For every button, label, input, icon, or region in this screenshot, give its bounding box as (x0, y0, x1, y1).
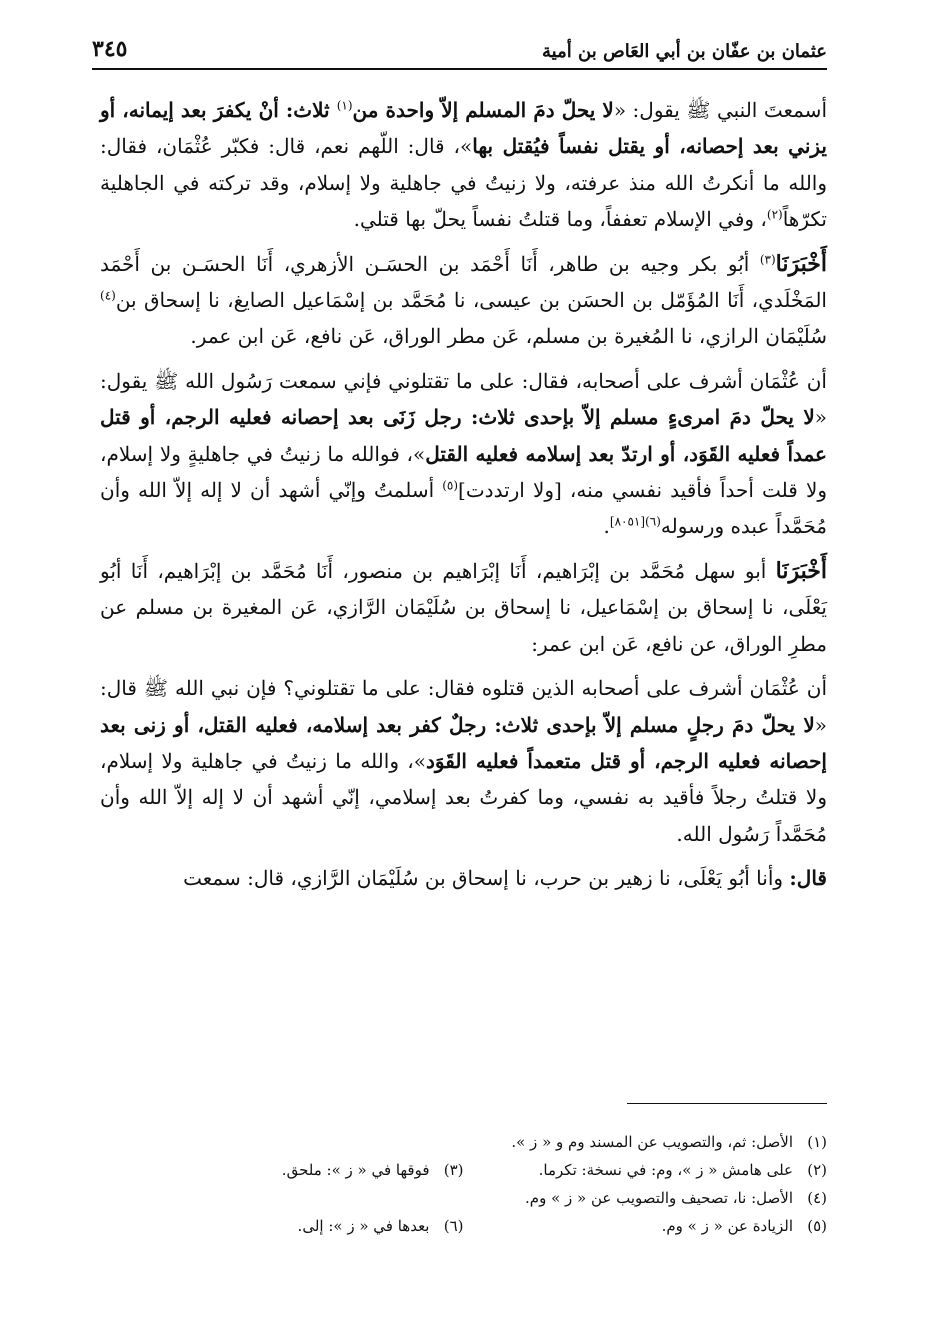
text: »، قال: اللّهم نعم، قال: فكبّر عُثْمَان، فقال: والله ما أنكرتُ الله منذ عرفته، ولا زنيتُ في جاهلية ولا إسلام، وقد تركته في الجاهلية تكرّهاً (100, 134, 827, 232)
footnote (100, 1156, 464, 1184)
main-text (100, 92, 827, 905)
chain-lead: أَخْبَرَنَا (775, 557, 827, 584)
chain-lead: قال: (789, 866, 827, 891)
footnote-number: (١) (807, 1133, 827, 1151)
footnote (100, 1212, 464, 1240)
footnote-number: (٦) (443, 1217, 464, 1235)
footnote-row (100, 1212, 827, 1240)
footnote-number: (٤) (807, 1189, 827, 1207)
text: أبُو بكر وجيه بن طاهر، أَنَا أَحْمَد بن الحسَـن الأزهري، أَنَا الحسَـن بن أَحْمَد المَخْلَدي، أَنَا المُؤَمّل بن الحسَن بن عيسى، نا مُحَمَّد بن إسْمَاعيل الصايغ، نا إسحاق بن (100, 251, 827, 313)
text: سُلَيْمَان الرازي، نا المُغيرة بن مسلم، عَن مطر الوراق، عَن نافع، عَن ابن عمر. (190, 324, 827, 349)
footnote (464, 1184, 828, 1212)
page-number: ٣٤٥ (92, 36, 128, 62)
footnote-ref: (٣) (759, 251, 776, 266)
footnote-text: الأصل: ثم، والتصويب عن المسند وم و « ز ». (511, 1133, 793, 1151)
footnote-row (100, 1184, 827, 1212)
footnote-text: على هامش « ز »، وم: في نسخة: تكرما. (538, 1161, 793, 1179)
paragraph-5 (100, 670, 827, 852)
footnote (464, 1212, 828, 1240)
hadith-text: لا يحلّ دمَ امرىءٍ مسلم إلاّ بإحدى ثلاث: رجل زَنَى بعد إحصانه فعليه الرجم، أو قتل عمداً فعليه القَوَد، أو ارتدّ بعد إسلامه فعليه القتل (100, 405, 827, 466)
footnote-ref: (١) (336, 98, 353, 113)
hadith-text: لا يحلّ دمَ المسلم إلاّ واحدة من (352, 98, 614, 122)
paragraph-2 (100, 246, 827, 355)
paragraph-3 (100, 363, 827, 545)
running-title: عثمان بن عفّان بن أبي العَاص بن أمية (542, 41, 827, 62)
text: أسمعتَ النبي ﷺ يقول: « (613, 98, 827, 122)
hadith-text: ثلاث: أنْ يكفرَ بعد إيمانه، أو يزني بعد إحصانه، أو يقتل نفساً فيُقتل بها (100, 98, 827, 159)
footnote-ref: (٦)[٨٠٥١] (609, 514, 661, 529)
paragraph-6 (100, 860, 827, 896)
footnote-text: الزيادة عن « ز » وم. (661, 1217, 793, 1235)
footnote-text: الأصل: نا، تصحيف والتصويب عن « ز » وم. (525, 1189, 793, 1207)
text: . (603, 514, 610, 539)
paragraph-1 (100, 92, 827, 238)
footnote-ref: (٥) (442, 478, 459, 493)
text: ، وفي الإسلام تعففاً، وما قتلتُ نفساً يحلّ بها قتلي. (353, 207, 767, 232)
text: أبو سهل مُحَمَّد بن إبْرَاهيم، أَنَا إبْرَاهيم بن منصور، أَنَا مُحَمَّد بن إبْرَاهيم، أَنَا أبُو يَعْلَى، نا إسحاق بن إسْمَاعيل، نا إسحاق بن سُلَيْمَان الرَّازي، عَن المغيرة بن مسلم عن مطرِ الوراق، عن نافع، عَن ابن عمر: (100, 558, 827, 656)
chain-lead: أَخْبَرَنَا (775, 250, 827, 277)
footnote (464, 1156, 828, 1184)
text: وأنا أبُو يَعْلَى، نا زهير بن حرب، نا إسحاق بن سُلَيْمَان الرَّازي، قال: سمعت (183, 866, 790, 891)
footnote-text: بعدها في « ز »: إلى. (297, 1217, 430, 1235)
page-header (92, 24, 827, 70)
footnote-row (100, 1156, 827, 1184)
footnote-row (100, 1128, 827, 1156)
footnote-ref: (٤) (100, 288, 116, 303)
footnote-text: فوقها في « ز »: ملحق. (281, 1161, 430, 1179)
text: »، والله ما زنيتُ في جاهلية ولا إسلام، ولا قتلتُ رجلاً فأقيد به نفسي، وما كفرتُ بعد إسلامي، إنّي أشهد أن لا إله إلاّ الله وأن مُحَمَّداً رَسُول الله. (100, 748, 827, 846)
text: »، فوالله ما زنيتُ في جاهليةٍ ولا إسلام، ولا قلت أحداً فأقيد نفسي منه، [ولا ارتددت] (100, 441, 828, 503)
footnote (464, 1128, 828, 1156)
footnote-number: (٥) (807, 1217, 827, 1235)
footnote-ref: (٢) (766, 207, 783, 222)
text: أن عُثْمَان أشرف على أصحابه، فقال: على ما تقتلوني فإني سمعت رَسُول الله ﷺ يقول: « (100, 368, 827, 430)
text: أسلمتُ وإنّي أشهد أن لا إله إلاّ الله وأن مُحَمَّداً عبده ورسوله (100, 478, 827, 539)
footnote-number: (٣) (443, 1161, 464, 1179)
footnote-number: (٢) (807, 1161, 827, 1179)
footnotes (100, 1128, 827, 1240)
text: أن عُثْمَان أشرف على أصحابه الذين قتلوه فقال: على ما تقتلوني؟ فإن نبي الله ﷺ قال: « (100, 676, 827, 737)
footnote-separator (627, 1103, 827, 1104)
paragraph-4 (100, 553, 827, 662)
hadith-text: لا يحلّ دمَ رجلٍ مسلم إلاّ بإحدى ثلاث: رجلٌ كفر بعد إسلامه، فعليه القتل، أو زنى بعد إحصانه فعليه الرجم، أو قتل متعمداً فعليه القَوَد (100, 712, 827, 773)
